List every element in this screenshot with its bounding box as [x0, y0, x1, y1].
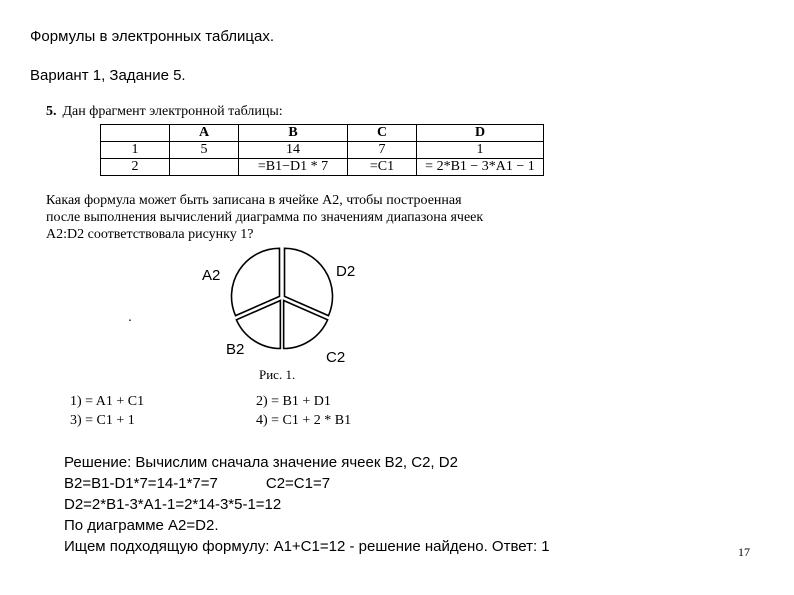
task-number: 5.: [46, 104, 57, 119]
figure-caption: Рис. 1.: [259, 367, 296, 382]
pie-label-a2: A2: [202, 267, 221, 284]
solution-line: Ищем подходящую формулу: A1+C1=12 - решение найдено. Ответ: 1: [64, 538, 550, 555]
question-text: [46, 192, 483, 243]
column-header-c: C: [348, 125, 417, 142]
answer-option-2: 2) = B1 + D1: [256, 394, 331, 409]
task-intro: Дан фрагмент электронной таблицы:: [62, 104, 283, 119]
cell-d2: = 2*B1 − 3*A1 − 1: [417, 159, 544, 176]
answer-option-3: 3) = C1 + 1: [70, 413, 135, 428]
corner-cell: [101, 125, 170, 142]
spreadsheet-fragment: [100, 124, 544, 176]
question-line: A2:D2 соответствовала рисунку 1?: [46, 227, 254, 242]
slide-title: Формулы в электронных таблицах.: [30, 28, 274, 45]
cell-c1: 7: [348, 142, 417, 159]
table-row: [101, 142, 544, 159]
column-header-d: D: [417, 125, 544, 142]
solution-block: [64, 452, 550, 557]
cell-a1: 5: [170, 142, 239, 159]
task-heading: [46, 104, 283, 120]
column-header-a: A: [170, 125, 239, 142]
answer-option-1: 1) = A1 + C1: [70, 394, 145, 409]
row-number: 1: [101, 142, 170, 159]
page-number: 17: [738, 545, 750, 559]
row-number: 2: [101, 159, 170, 176]
question-line: после выполнения вычислений диаграмма по значениям диапазона ячеек: [46, 210, 484, 225]
solution-line: [64, 473, 550, 494]
pie-label-b2: B2: [226, 341, 245, 358]
table-row: [101, 159, 544, 176]
pie-label-c2: C2: [326, 349, 346, 366]
cell-d1: 1: [417, 142, 544, 159]
solution-line: Решение: Вычислим сначала значение ячеек B2, C2, D2: [64, 454, 458, 471]
cell-c2: =C1: [348, 159, 417, 176]
solution-line: По диаграмме A2=D2.: [64, 517, 219, 534]
cell-b2: =B1−D1 * 7: [239, 159, 348, 176]
solution-line: D2=2*B1-3*A1-1=2*14-3*5-1=12: [64, 496, 282, 513]
pie-label-d2: D2: [336, 263, 356, 280]
table-header-row: [101, 125, 544, 142]
answer-option-4: 4) = C1 + 2 * B1: [256, 413, 352, 428]
column-header-b: B: [239, 125, 348, 142]
solution-b2: B2=B1-D1*7=14-1*7=7: [64, 475, 218, 492]
stray-dot: .: [128, 308, 132, 324]
cell-b1: 14: [239, 142, 348, 159]
cell-a2: [170, 159, 239, 176]
question-line: Какая формула может быть записана в ячейке A2, чтобы построенная: [46, 193, 462, 208]
variant-heading: Вариант 1, Задание 5.: [30, 67, 186, 84]
solution-c2: C2=C1=7: [265, 475, 331, 492]
